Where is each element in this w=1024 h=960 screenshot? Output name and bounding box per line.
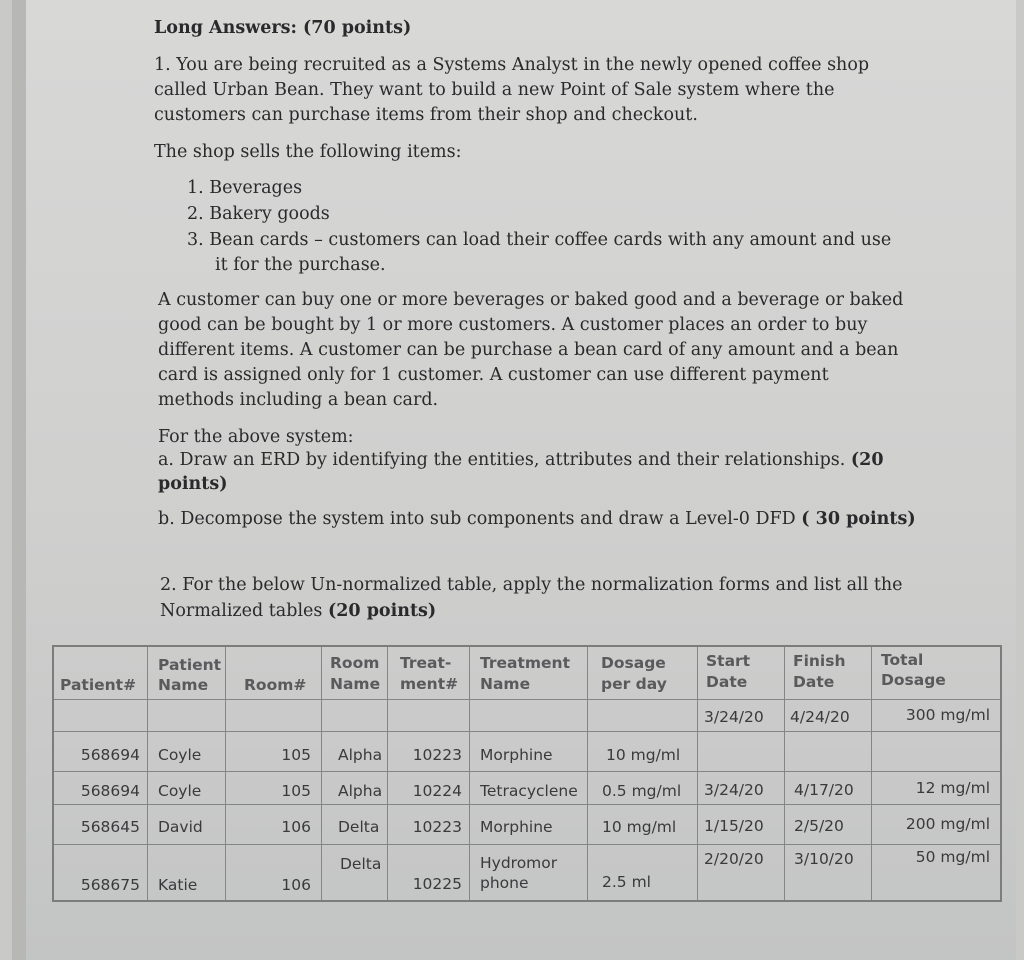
header-patient-name-2: Name	[158, 676, 209, 694]
header-start-1: Start	[706, 652, 751, 670]
row4-treatment-no: 10225	[412, 875, 462, 893]
row1-treatment-name: Morphine	[480, 746, 553, 764]
row3-start: 1/15/20	[704, 817, 764, 835]
row3-room-name: Delta	[338, 818, 380, 836]
header-room-name-2: Name	[330, 675, 381, 693]
part-b: b. Decompose the system into sub components and draw a Level-0 DFD ( 30 points)	[158, 509, 916, 529]
item-bakery: 2. Bakery goods	[187, 204, 330, 224]
row4-patient-no: 568675	[80, 876, 140, 894]
header-dosage-2: per day	[601, 675, 667, 693]
row2-patient-no: 568694	[80, 782, 140, 800]
row1-treatment-no: 10223	[412, 746, 462, 764]
paragraph-line-1: A customer can buy one or more beverages or baked good and a beverage or baked	[158, 290, 904, 310]
q1-line-1: 1. You are being recruited as a Systems Analyst in the newly opened coffee shop	[154, 55, 870, 75]
row4-room-name: Delta	[340, 855, 382, 873]
header-patient-name-1: Patient	[158, 656, 222, 674]
first-row-finish: 4/24/20	[790, 708, 850, 726]
paragraph-line-2: good can be bought by 1 or more customers. A customer places an order to buy	[158, 315, 868, 335]
header-treatment-no-1: Treat-	[400, 654, 452, 672]
row4-patient-name: Katie	[158, 876, 198, 894]
q2-line-1: 2. For the below Un-normalized table, apply the normalization forms and list all the	[160, 575, 903, 595]
header-treatment-name-1: Treatment	[480, 654, 571, 672]
row2-room-no: 105	[281, 782, 311, 800]
row4-room-no: 106	[281, 876, 311, 894]
patient-table	[52, 645, 1002, 902]
document-page	[12, 0, 1016, 960]
row3-treatment-name: Morphine	[480, 818, 553, 836]
row4-treatment-name-2: phone	[480, 874, 529, 892]
item-bean-cards-cont: it for the purchase.	[215, 255, 386, 275]
header-finish-1: Finish	[793, 652, 846, 670]
items-intro: The shop sells the following items:	[154, 142, 462, 162]
row3-room-no: 106	[281, 818, 311, 836]
row2-finish: 4/17/20	[794, 781, 854, 799]
row1-room-name: Alpha	[338, 746, 383, 764]
q2-line-2: Normalized tables (20 points)	[160, 601, 437, 621]
part-a-points: points)	[158, 474, 228, 494]
page-edge-shadow	[12, 0, 26, 960]
row2-total: 12 mg/ml	[915, 779, 990, 797]
header-patient-no: Patient#	[60, 676, 137, 694]
row2-treatment-no: 10224	[412, 782, 462, 800]
row3-total: 200 mg/ml	[905, 815, 990, 833]
paragraph-line-4: card is assigned only for 1 customer. A customer can use different payment	[158, 365, 829, 385]
first-row-total: 300 mg/ml	[905, 706, 990, 724]
header-room-no: Room#	[244, 676, 307, 694]
header-finish-2: Date	[793, 673, 835, 691]
row2-patient-name: Coyle	[158, 782, 202, 800]
row3-finish: 2/5/20	[794, 817, 844, 835]
item-beverages: 1. Beverages	[187, 178, 303, 198]
row1-patient-name: Coyle	[158, 746, 202, 764]
row2-start: 3/24/20	[704, 781, 764, 799]
row3-treatment-no: 10223	[412, 818, 462, 836]
row1-patient-no: 568694	[80, 746, 140, 764]
header-room-name-1: Room	[330, 654, 380, 672]
for-system: For the above system:	[158, 427, 354, 447]
header-total-1: Total	[881, 651, 924, 669]
q1-line-3: customers can purchase items from their shop and checkout.	[154, 105, 698, 125]
section-title: Long Answers: (70 points)	[154, 18, 412, 38]
row1-room-no: 105	[281, 746, 311, 764]
paragraph-line-3: different items. A customer can be purchase a bean card of any amount and a bean	[158, 340, 899, 360]
first-row-start: 3/24/20	[704, 708, 764, 726]
row4-finish: 3/10/20	[794, 850, 854, 868]
header-treatment-no-2: ment#	[400, 675, 459, 693]
header-total-2: Dosage	[881, 671, 946, 689]
row4-start: 2/20/20	[704, 850, 764, 868]
row3-patient-name: David	[158, 818, 203, 836]
header-dosage-1: Dosage	[601, 654, 666, 672]
row4-treatment-name-1: Hydromor	[480, 854, 558, 872]
row2-room-name: Alpha	[338, 782, 383, 800]
part-a: a. Draw an ERD by identifying the entities, attributes and their relationships. (20	[158, 450, 884, 470]
row2-dosage: 0.5 mg/ml	[602, 782, 682, 800]
item-bean-cards: 3. Bean cards – customers can load their coffee cards with any amount and use	[187, 230, 892, 250]
row1-dosage: 10 mg/ml	[606, 746, 681, 764]
row4-dosage: 2.5 ml	[602, 873, 651, 891]
paragraph-line-5: methods including a bean card.	[158, 390, 439, 410]
header-start-2: Date	[706, 673, 748, 691]
q1-line-2: called Urban Bean. They want to build a new Point of Sale system where the	[154, 80, 835, 100]
row2-treatment-name: Tetracyclene	[480, 782, 578, 800]
row4-total: 50 mg/ml	[915, 848, 990, 866]
row3-patient-no: 568645	[80, 818, 140, 836]
row3-dosage: 10 mg/ml	[602, 818, 677, 836]
header-treatment-name-2: Name	[480, 675, 531, 693]
